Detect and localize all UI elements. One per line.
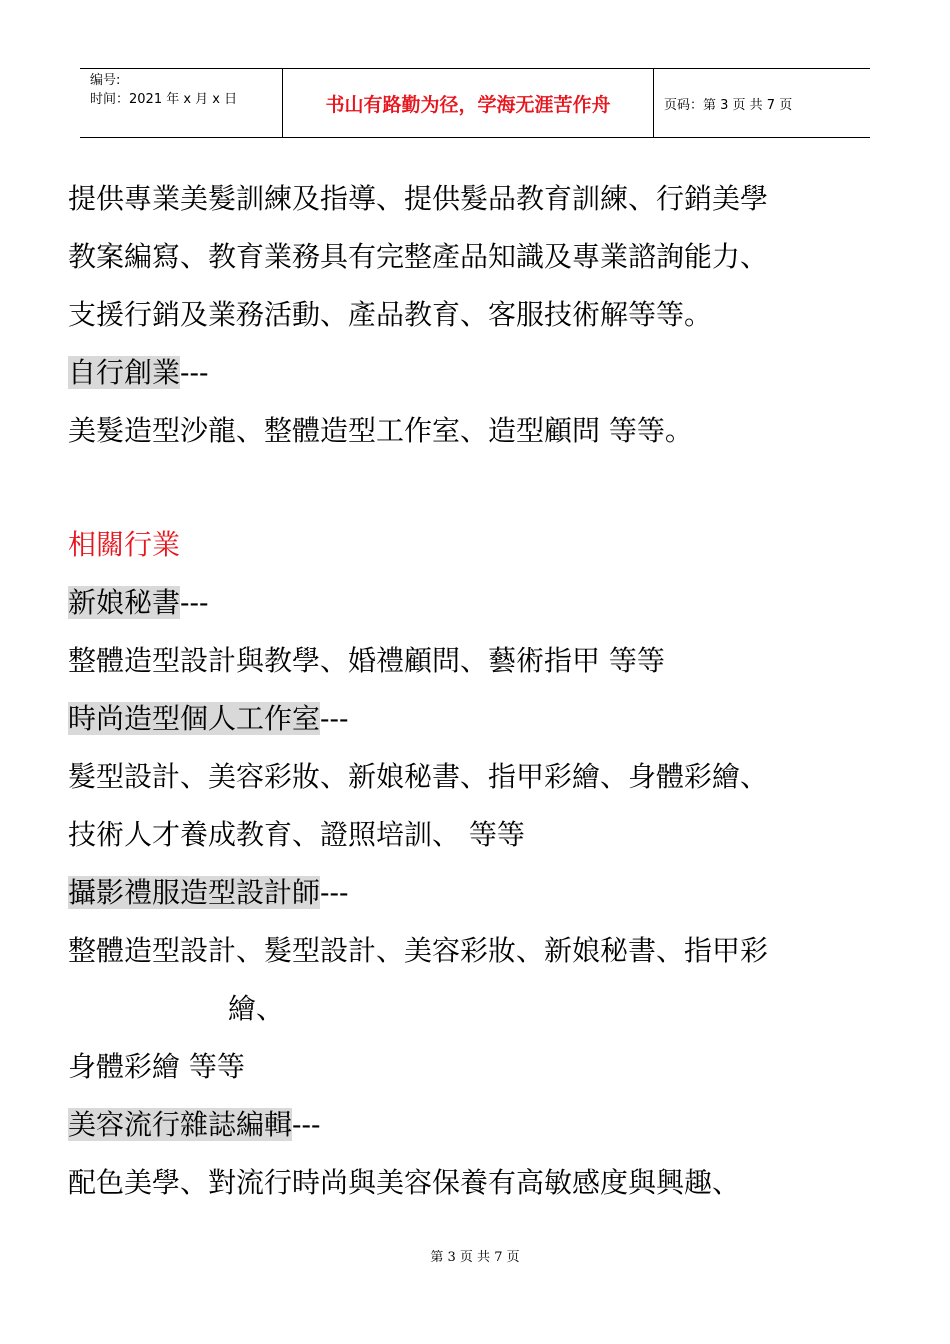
paragraph-line: 髮型設計、美容彩妝、新娘秘書、指甲彩繪、身體彩繪、 [68, 760, 769, 793]
heading-dashes: --- [180, 356, 209, 389]
heading-highlight: 自行創業 [68, 356, 181, 389]
section-title: 相關行業 [68, 528, 181, 561]
header-page-number: 页码：第 3 页 共 7 页 [664, 97, 793, 113]
heading-dashes: --- [320, 702, 349, 735]
document-number: 编号: [90, 73, 121, 88]
paragraph-line: 技術人才養成教育、證照培訓、 等等 [68, 818, 525, 851]
heading-highlight: 美容流行雜誌編輯 [68, 1108, 293, 1141]
heading-dashes: --- [320, 876, 349, 909]
header-motto: 书山有路勤为径，学海无涯苦作舟 [282, 69, 654, 137]
heading-dashes: --- [292, 1108, 321, 1141]
heading-dashes: --- [180, 586, 209, 619]
heading-photo-stylist [68, 864, 898, 922]
paragraph-line: 整體造型設計、髮型設計、美容彩妝、新娘秘書、指甲彩 [68, 934, 769, 967]
paragraph-line: 提供專業美髮訓練及指導、提供髮品教育訓練、行銷美學 [68, 182, 769, 215]
paragraph-line: 支援行銷及業務活動、產品教育、客服技術解等等。 [68, 298, 713, 331]
document-date: 时间：2021 年 x 月 x 日 [90, 92, 238, 107]
paragraph-line: 美髮造型沙龍、整體造型工作室、造型顧問 等等。 [68, 414, 693, 447]
heading-highlight: 時尚造型個人工作室 [68, 702, 321, 735]
heading-highlight: 新娘秘書 [68, 586, 181, 619]
heading-magazine-editor [68, 1096, 898, 1154]
heading-bridal-secretary [68, 574, 898, 632]
paragraph-line: 配色美學、對流行時尚與美容保養有高敏感度與興趣、 [68, 1166, 741, 1199]
paragraph-line: 繪、 [228, 992, 285, 1025]
page-footer: 第 3 页 共 7 页 [430, 1250, 520, 1265]
paragraph-line: 教案編寫、教育業務具有完整產品知識及專業諮詢能力、 [68, 240, 769, 273]
page-header [80, 68, 870, 138]
spacer [68, 460, 898, 516]
heading-highlight: 攝影禮服造型設計師 [68, 876, 321, 909]
heading-self-employment [68, 344, 898, 402]
document-body [68, 170, 898, 1212]
heading-fashion-studio [68, 690, 898, 748]
paragraph-line: 整體造型設計與教學、婚禮顧問、藝術指甲 等等 [68, 644, 665, 677]
paragraph-line: 身體彩繪 等等 [68, 1050, 245, 1083]
header-meta [80, 69, 282, 137]
